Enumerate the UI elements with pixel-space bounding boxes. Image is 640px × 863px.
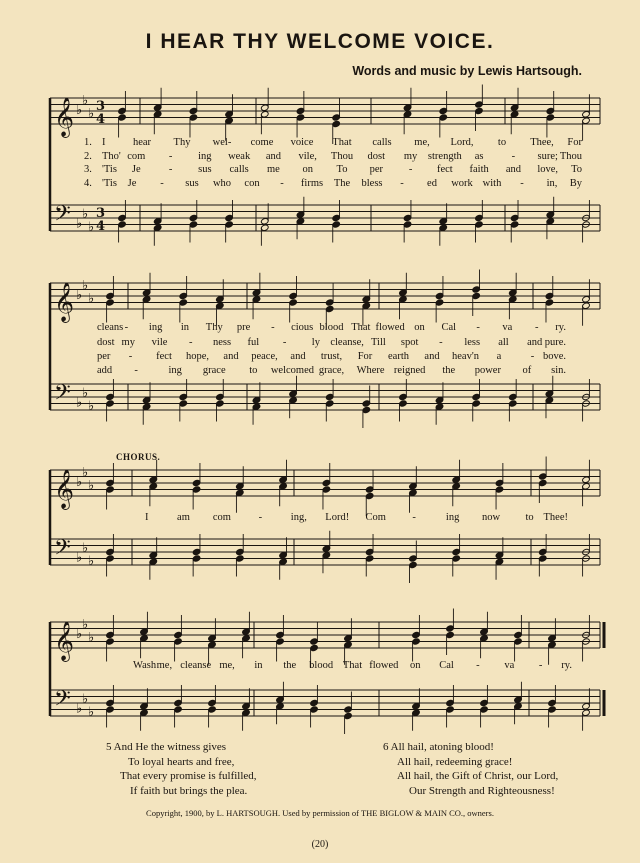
flat-icon: ♭ — [88, 630, 95, 646]
stanza-5-line-2: To loyal hearts and free, — [128, 755, 235, 768]
flat-icon: ♭ — [76, 103, 83, 118]
lyric-syllable: - — [400, 178, 404, 189]
lyric-syllable: pre — [236, 322, 251, 333]
lyric-syllable: - — [189, 337, 193, 348]
flat-icon: ♭ — [88, 219, 95, 235]
lyric-syllable: grace, — [318, 365, 345, 376]
time-signature: 4 — [96, 219, 106, 234]
flat-icon: ♭ — [82, 617, 89, 633]
lyric-syllable: am — [177, 512, 190, 523]
lyric-syllable: spot — [400, 337, 419, 348]
lyric-syllable: That — [332, 137, 352, 148]
lyric-syllable: work — [451, 178, 473, 189]
lyric-syllable: That — [351, 322, 371, 333]
lyric-syllable: weak — [228, 151, 251, 162]
lyric-syllable: - — [282, 337, 287, 348]
time-signature: 3 — [96, 99, 106, 114]
lyric-syllable: Wash — [133, 660, 157, 671]
verse-number: 2. — [84, 151, 92, 162]
lyric-syllable: sure; — [537, 151, 558, 162]
lyric-syllable: to — [249, 365, 258, 376]
lyric-syllable: on — [409, 660, 421, 671]
lyric-syllable: a — [496, 351, 502, 362]
composer-credit: Words and music by Lewis Hartsough. — [352, 64, 582, 78]
lyric-syllable: - — [412, 512, 416, 523]
lyric-syllable: - — [408, 164, 413, 175]
lyric-syllable: as — [474, 151, 484, 162]
flat-icon: ♭ — [82, 385, 89, 401]
flat-icon: ♭ — [76, 288, 83, 303]
lyric-syllable: Je — [131, 164, 141, 175]
flat-icon: ♭ — [82, 465, 89, 481]
lyric-syllable: come — [250, 137, 274, 148]
flat-icon: ♭ — [88, 398, 95, 414]
lyric-syllable: to — [525, 512, 534, 523]
lyric-syllable: dost — [367, 151, 386, 162]
treble-clef-icon: 𝄞 — [54, 621, 75, 661]
lyric-syllable: who — [212, 178, 232, 189]
lyric-syllable: dost — [97, 337, 115, 348]
lyric-syllable: Till — [370, 337, 386, 348]
lyric-syllable: bless — [361, 178, 383, 189]
lyric-syllable: per — [369, 164, 383, 175]
flat-icon: ♭ — [76, 550, 83, 566]
lyric-syllable: - — [168, 164, 173, 175]
hymn-title: I HEAR THY WELCOME VOICE. — [145, 30, 495, 53]
stanza-5 — [106, 740, 257, 798]
lyric-syllable: ing — [198, 151, 212, 162]
lyric-syllable: ing — [148, 322, 163, 333]
bass-clef-icon: 𝄢 — [54, 535, 71, 566]
lyric-syllable: Cal — [441, 322, 457, 333]
lyric-syllable: and — [424, 351, 440, 362]
flat-icon: ♭ — [76, 395, 83, 411]
lyric-syllable: love, — [537, 164, 559, 175]
lyric-syllable: the — [283, 660, 297, 671]
lyric-syllable: heav'n — [452, 351, 479, 362]
lyric-syllable: - — [258, 512, 263, 523]
lyric-syllable: sin. — [551, 365, 566, 376]
bass-clef-icon: 𝄢 — [54, 201, 71, 232]
lyric-syllable: with — [482, 178, 502, 189]
lyric-syllable: trust, — [320, 351, 343, 362]
lyric-syllable: - — [128, 351, 133, 362]
flat-icon: ♭ — [88, 478, 95, 494]
stanza-5-line-1: 5 And He the witness gives — [106, 741, 227, 753]
lyric-syllable: - — [476, 660, 480, 671]
flat-icon: ♭ — [76, 627, 83, 642]
flat-icon: ♭ — [76, 475, 83, 490]
flat-icon: ♭ — [88, 291, 95, 307]
lyric-syllable: fect — [436, 164, 453, 175]
chorus-label: CHORUS. — [116, 452, 161, 462]
lyric-syllable: me — [267, 164, 280, 175]
lyric-syllable: wel- — [212, 137, 232, 148]
page-number: (20) — [311, 839, 329, 850]
lyric-syllable: ing, — [290, 512, 307, 523]
lyric-syllable: To — [336, 164, 348, 175]
stanza-6-line-2: All hail, redeeming grace! — [397, 755, 513, 768]
lyric-syllable: - — [530, 351, 535, 362]
treble-clef-icon: 𝄞 — [54, 282, 75, 322]
lyric-syllable: of — [522, 365, 532, 376]
lyric-syllable: strength — [427, 151, 462, 162]
lyric-syllable: Where — [356, 365, 385, 376]
lyric-syllable: - — [538, 660, 543, 671]
lyric-syllable: con — [244, 178, 260, 189]
flat-icon: ♭ — [82, 206, 89, 222]
lyric-syllable: vile, — [298, 151, 317, 162]
lyric-syllable: - — [520, 178, 524, 189]
lyric-syllable: Com — [365, 512, 386, 523]
lyric-syllable: By — [569, 178, 582, 189]
lyric-syllable: - — [439, 337, 443, 348]
lyric-syllable: ry. — [555, 322, 566, 333]
lyric-syllable: I — [145, 512, 149, 523]
lyric-syllable: my — [403, 151, 418, 162]
lyric-syllable: my — [121, 337, 135, 348]
lyric-syllable: - — [534, 322, 539, 333]
lyric-syllable: blood — [319, 322, 344, 333]
lyric-syllable: all — [498, 337, 509, 348]
treble-clef-icon: 𝄞 — [54, 469, 75, 509]
lyric-syllable: 'Tis — [102, 178, 117, 189]
lyric-syllable: That — [342, 660, 363, 671]
stanza-6-line-4: Our Strength and Righteousness! — [409, 784, 555, 797]
flat-icon: ♭ — [82, 691, 89, 707]
lyric-syllable: For — [567, 137, 582, 148]
lyric-syllable: in, — [546, 178, 558, 189]
lyric-syllable: add — [97, 365, 113, 376]
time-signature: 3 — [96, 206, 106, 221]
lyric-syllable: and — [290, 351, 306, 362]
lyric-syllable: Thy — [205, 322, 223, 333]
lyric-syllable: the — [442, 365, 456, 376]
flat-icon: ♭ — [76, 216, 83, 232]
lyric-syllable: To — [571, 164, 582, 175]
lyric-syllable: Lord! — [325, 512, 350, 523]
lyric-syllable: me, — [414, 137, 430, 148]
lyric-syllable: welcomed — [270, 365, 314, 376]
lyric-syllable: calls — [229, 164, 249, 175]
lyric-syllable: power — [474, 365, 501, 376]
lyric-syllable: fect — [156, 351, 172, 362]
lyric-syllable: faith — [469, 164, 489, 175]
lyric-syllable: va — [504, 660, 515, 671]
lyric-syllable: now — [482, 512, 501, 523]
lyric-syllable: in — [180, 322, 190, 333]
lyric-syllable: ness — [213, 337, 232, 348]
lyric-syllable: flowed — [375, 322, 405, 333]
lyric-syllable: and — [505, 164, 522, 175]
lyric-syllable: Lord, — [450, 137, 474, 148]
lyric-syllable: cleans — [97, 322, 124, 333]
stanza-5-line-3: That every promise is fulfilled, — [120, 770, 257, 782]
lyric-syllable: ry. — [561, 660, 572, 671]
lyric-syllable: voice — [290, 137, 314, 148]
lyric-syllable: - — [124, 322, 129, 333]
lyric-syllable: less — [464, 337, 481, 348]
lyric-syllable: Thee, — [530, 137, 554, 148]
flat-icon: ♭ — [82, 278, 89, 294]
lyric-syllable: hear — [132, 137, 152, 148]
lyric-syllable: vile — [151, 337, 168, 348]
lyric-syllable: - — [476, 322, 480, 333]
lyric-syllable: me, — [219, 660, 235, 671]
lyric-syllable: cious — [291, 322, 314, 333]
flat-icon: ♭ — [88, 704, 95, 720]
lyric-syllable: ful — [247, 337, 260, 348]
flat-icon: ♭ — [82, 540, 89, 556]
verse-number: 4. — [84, 178, 92, 189]
lyric-syllable: Thee! — [543, 512, 568, 523]
lyric-syllable: - — [134, 365, 138, 376]
lyric-syllable: com — [212, 512, 231, 523]
lyric-syllable: For — [357, 351, 373, 362]
lyric-syllable: com — [127, 151, 146, 162]
lyric-syllable: firms — [300, 178, 324, 189]
lyric-syllable: on — [414, 322, 425, 333]
lyric-syllable: sus — [185, 178, 199, 189]
lyric-syllable: ing — [445, 512, 460, 523]
lyric-syllable: cleanse — [180, 660, 212, 671]
lyric-syllable: peace, — [251, 351, 278, 362]
lyric-syllable: ed — [427, 178, 437, 189]
treble-clef-icon: 𝄞 — [54, 97, 75, 137]
stanza-6 — [383, 740, 558, 798]
lyric-syllable: pure. — [544, 337, 566, 348]
lyric-syllable: 'Tis — [102, 164, 117, 175]
lyric-syllable: - — [280, 178, 284, 189]
lyric-syllable: me, — [156, 660, 173, 671]
lyric-syllable: calls — [372, 137, 392, 148]
flat-icon: ♭ — [88, 553, 95, 569]
lyric-syllable: reigned — [393, 365, 426, 376]
lyric-syllable: in — [254, 660, 263, 671]
lyric-syllable: and — [223, 351, 239, 362]
lyric-syllable: bove. — [542, 351, 566, 362]
lyric-syllable: blood — [309, 660, 334, 671]
lyric-syllable: ly — [311, 337, 320, 348]
stanza-6-line-1: 6 All hail, atoning blood! — [383, 741, 494, 753]
lyric-syllable: sus — [198, 164, 212, 175]
lyric-syllable: ing — [168, 365, 182, 376]
lyric-syllable: Thy — [173, 137, 191, 148]
lyric-syllable: Thou — [559, 151, 582, 162]
bass-clef-icon: 𝄢 — [54, 686, 71, 717]
lyric-syllable: per — [97, 351, 111, 362]
flat-icon: ♭ — [82, 93, 89, 109]
bass-clef-icon: 𝄢 — [54, 380, 71, 411]
lyric-syllable: to — [497, 137, 507, 148]
lyric-syllable: earth — [388, 351, 409, 362]
copyright-notice: Copyright, 1900, by L. HARTSOUGH. Used by permission of THE BIGLOW & MAIN CO., owners. — [146, 808, 494, 818]
lyric-syllable: flowed — [369, 660, 399, 671]
lyric-syllable: grace — [202, 365, 226, 376]
verse-number: 1. — [84, 137, 92, 148]
lyric-syllable: - — [271, 322, 275, 333]
flat-icon: ♭ — [76, 701, 83, 717]
lyric-syllable: - — [168, 151, 173, 162]
lyric-syllable: Cal — [439, 660, 454, 671]
lyric-syllable: cleanse, — [330, 337, 364, 348]
time-signature: 4 — [96, 112, 106, 127]
lyric-syllable: hope, — [185, 351, 210, 362]
lyric-syllable: and — [265, 151, 282, 162]
flat-icon: ♭ — [88, 106, 95, 122]
stanza-6-line-3: All hail, the Gift of Christ, our Lord, — [397, 770, 559, 782]
lyric-syllable: Je — [127, 178, 137, 189]
lyric-syllable: I — [102, 137, 106, 148]
lyric-syllable: Thou — [330, 151, 354, 162]
stanza-5-line-4: If faith but brings the plea. — [130, 784, 248, 797]
lyric-syllable: va — [502, 322, 513, 333]
lyric-syllable: Tho' — [102, 151, 121, 162]
verse-number: 3. — [84, 164, 92, 175]
lyric-syllable: - — [160, 178, 164, 189]
lyric-syllable: and — [527, 337, 543, 348]
lyric-syllable: on — [302, 164, 313, 175]
lyric-syllable: - — [511, 151, 516, 162]
lyric-syllable: The — [333, 178, 351, 189]
